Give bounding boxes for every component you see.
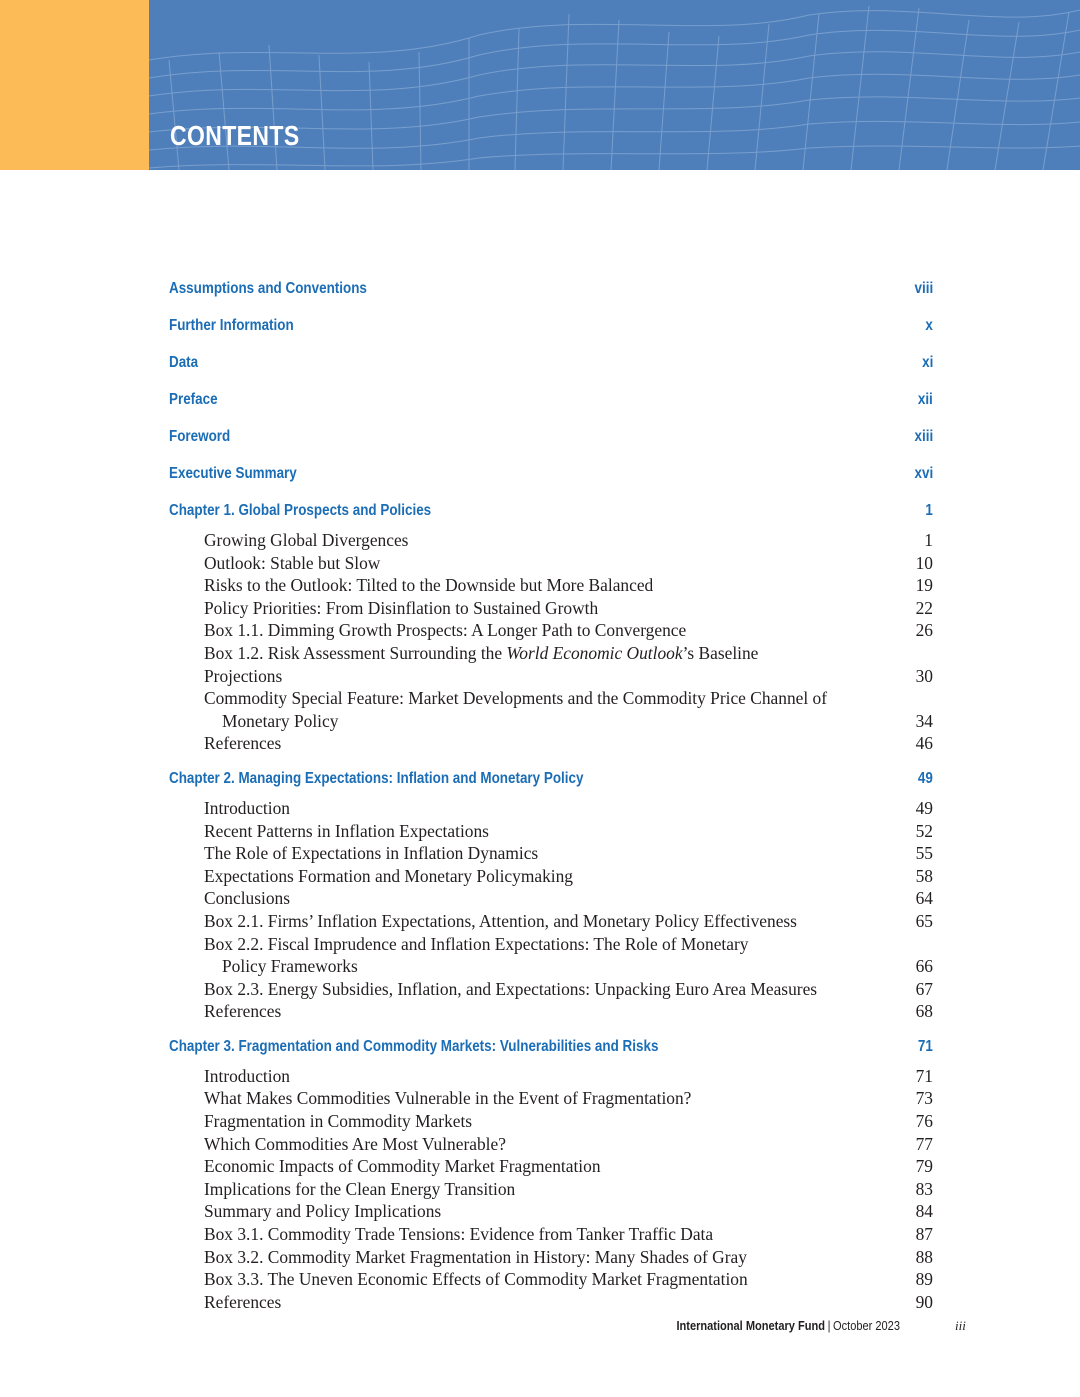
toc-entry-title: References — [204, 733, 282, 754]
toc-entry-title-continuation: Policy Frameworks — [222, 956, 358, 977]
toc-entry-page: 83 — [915, 1178, 933, 1199]
chapter-heading-link[interactable] — [169, 1038, 933, 1060]
toc-entry-link[interactable] — [169, 1268, 933, 1291]
toc-entry-title: Economic Impacts of Commodity Market Fragmentation — [204, 1156, 601, 1177]
toc-entry-page: 19 — [915, 575, 933, 596]
toc-entry-title: ’s Baseline Projections — [204, 642, 759, 686]
toc-heading-link[interactable] — [169, 317, 933, 339]
toc-entry-link[interactable] — [169, 574, 933, 597]
toc-entry-title: Box 3.3. The Uneven Economic Effects of Commodity Market Fragmentation — [204, 1269, 748, 1290]
toc-heading-page: xvi — [914, 465, 933, 482]
toc-entry-link[interactable] — [169, 865, 933, 888]
toc-entry-page: 66 — [915, 956, 933, 977]
toc-heading-title: Data — [169, 354, 199, 371]
toc-entry-page: 71 — [915, 1065, 933, 1086]
toc-entry-page: 88 — [915, 1246, 933, 1267]
toc-entry-title: Introduction — [204, 797, 290, 818]
page-title: CONTENTS — [170, 120, 300, 151]
toc-heading-title: Preface — [169, 391, 218, 408]
toc-entry-title: Fragmentation in Commodity Markets — [204, 1111, 473, 1132]
table-of-contents — [169, 280, 933, 1313]
toc-entry-page: 34 — [915, 710, 933, 731]
toc-entry-page: 58 — [915, 865, 933, 886]
toc-entry-page: 52 — [915, 820, 933, 841]
toc-heading-page: xii — [918, 391, 933, 408]
toc-heading-page: x — [925, 317, 933, 334]
toc-entry-page: 79 — [915, 1156, 933, 1177]
toc-entry-page: 49 — [915, 797, 933, 818]
chapter-page: 71 — [918, 1037, 933, 1055]
toc-entry-title: Box 2.1. Firms’ Inflation Expectations, Attention, and Monetary Policy Effectiveness — [204, 910, 797, 931]
toc-entry-page: 77 — [915, 1133, 933, 1154]
toc-entry-link[interactable] — [169, 1155, 933, 1178]
toc-entry-page: 10 — [915, 552, 933, 573]
toc-entry-page: 87 — [915, 1224, 933, 1245]
toc-entry-title: Box 3.1. Commodity Trade Tensions: Evidence from Tanker Traffic Data — [204, 1224, 714, 1245]
toc-entry-link[interactable] — [169, 1246, 933, 1269]
toc-entry-page: 30 — [915, 665, 933, 686]
toc-heading-page: xi — [921, 354, 933, 371]
toc-entry-title: Commodity Special Feature: Market Developments and the Commodity Price Channel of — [204, 688, 828, 709]
toc-entry-title: Recent Patterns in Inflation Expectations — [204, 820, 489, 841]
toc-entry-title: References — [204, 1291, 282, 1312]
footer-page-number: iii — [955, 1318, 966, 1333]
toc-heading-title: Foreword — [169, 428, 231, 445]
toc-entry-link[interactable] — [169, 552, 933, 575]
toc-entry-page: 67 — [915, 978, 933, 999]
toc-entry-link[interactable] — [169, 797, 933, 820]
toc-heading-link[interactable] — [169, 391, 933, 413]
toc-entry-title: Box 3.2. Commodity Market Fragmentation in History: Many Shades of Gray — [204, 1246, 747, 1267]
toc-entry-title: Box 1.1. Dimming Growth Prospects: A Longer Path to Convergence — [204, 620, 687, 641]
toc-entry-link[interactable] — [169, 887, 933, 910]
toc-entry-link[interactable] — [169, 978, 933, 1001]
chapter-title: Chapter 2. Managing Expectations: Inflation and Monetary Policy — [169, 769, 584, 787]
toc-entry-page: 68 — [915, 1001, 933, 1022]
toc-entry-link[interactable] — [169, 1200, 933, 1223]
toc-entry-title: Box 2.2. Fiscal Imprudence and Inflation Expectations: The Role of Monetary — [204, 933, 749, 954]
toc-entry-title: Introduction — [204, 1065, 290, 1086]
chapter-page: 49 — [918, 769, 933, 787]
toc-entry-link[interactable] — [169, 1178, 933, 1201]
toc-heading-link[interactable] — [169, 428, 933, 450]
toc-heading-page: xiii — [914, 428, 933, 445]
toc-entry-title-continuation: Monetary Policy — [222, 710, 339, 731]
toc-entry-title: References — [204, 1001, 282, 1022]
footer-date: October 2023 — [833, 1318, 900, 1333]
accent-block — [0, 0, 149, 170]
toc-entry-title: Conclusions — [204, 888, 290, 909]
toc-entry-title: Summary and Policy Implications — [204, 1201, 442, 1222]
toc-entry-link[interactable] — [169, 820, 933, 843]
toc-entry-link[interactable] — [169, 842, 933, 865]
footer-separator: | — [827, 1318, 831, 1333]
toc-entry-title: Outlook: Stable but Slow — [204, 552, 381, 573]
toc-entry-title: Implications for the Clean Energy Transition — [204, 1178, 516, 1199]
footer-organization: International Monetary Fund — [676, 1318, 826, 1333]
toc-heading-link[interactable] — [169, 354, 933, 376]
toc-heading-title: Assumptions and Conventions — [169, 280, 367, 297]
toc-entry-page: 26 — [915, 620, 933, 641]
toc-entry-title: Policy Priorities: From Disinflation to Sustained Growth — [204, 597, 599, 618]
toc-entry-page: 22 — [915, 597, 933, 618]
toc-entry-link[interactable] — [169, 619, 933, 642]
page-footer — [0, 1318, 1080, 1338]
toc-entry-title: Risks to the Outlook: Tilted to the Downside but More Balanced — [204, 575, 654, 596]
toc-entry-link[interactable] — [169, 642, 933, 687]
toc-entry-link[interactable] — [169, 687, 933, 732]
chapter-title: Chapter 3. Fragmentation and Commodity Markets: Vulnerabilities and Risks — [169, 1037, 659, 1055]
toc-entry-title: The Role of Expectations in Inflation Dynamics — [204, 843, 539, 864]
toc-entry-link[interactable] — [169, 1110, 933, 1133]
toc-entry-link[interactable] — [169, 910, 933, 933]
toc-entry-link[interactable] — [169, 1223, 933, 1246]
toc-entry-title: What Makes Commodities Vulnerable in the Event of Fragmentation? — [204, 1088, 692, 1109]
toc-entry-link[interactable] — [169, 529, 933, 552]
toc-entry-page: 89 — [915, 1269, 933, 1290]
toc-heading-link[interactable] — [169, 280, 933, 302]
toc-entry-title: Expectations Formation and Monetary Policymaking — [204, 865, 573, 886]
toc-entry-link[interactable] — [169, 1133, 933, 1156]
toc-entry-page: 73 — [915, 1088, 933, 1109]
toc-entry-page: 84 — [915, 1201, 933, 1222]
toc-entry-title: Box 2.3. Energy Subsidies, Inflation, and Expectations: Unpacking Euro Area Measures — [204, 978, 818, 999]
toc-heading-title: Executive Summary — [169, 465, 297, 482]
toc-entry-link[interactable] — [169, 597, 933, 620]
toc-entry-link[interactable] — [169, 732, 933, 755]
toc-entry-link[interactable] — [169, 1000, 933, 1023]
toc-entry-page: 46 — [915, 733, 933, 754]
toc-entry-page: 65 — [915, 910, 933, 931]
chapter-heading-link[interactable] — [169, 502, 933, 524]
toc-entry-page: 76 — [915, 1111, 933, 1132]
toc-entry-page: 64 — [915, 888, 933, 909]
toc-entry-page: 90 — [915, 1291, 933, 1312]
chapter-page: 1 — [925, 502, 933, 519]
toc-heading-link[interactable] — [169, 465, 933, 487]
toc-entry-title: Which Commodities Are Most Vulnerable? — [204, 1133, 506, 1154]
chapter-title: Chapter 1. Global Prospects and Policies — [169, 502, 432, 519]
toc-entry-link[interactable] — [169, 1065, 933, 1088]
toc-entry-page: 1 — [924, 530, 933, 550]
toc-heading-page: viii — [914, 280, 933, 297]
toc-heading-title: Further Information — [169, 317, 294, 334]
toc-entry-title: Growing Global Divergences — [204, 530, 409, 550]
toc-entry-title-italic: World Economic Outlook — [506, 642, 683, 663]
toc-entry-link[interactable] — [169, 933, 933, 978]
header-banner — [149, 0, 1080, 170]
toc-entry-link[interactable] — [169, 1291, 933, 1314]
chapter-heading-link[interactable] — [169, 770, 933, 792]
toc-entry-link[interactable] — [169, 1087, 933, 1110]
toc-entry-title: Box 1.2. Risk Assessment Surrounding the — [204, 642, 507, 663]
toc-entry-page: 55 — [915, 843, 933, 864]
